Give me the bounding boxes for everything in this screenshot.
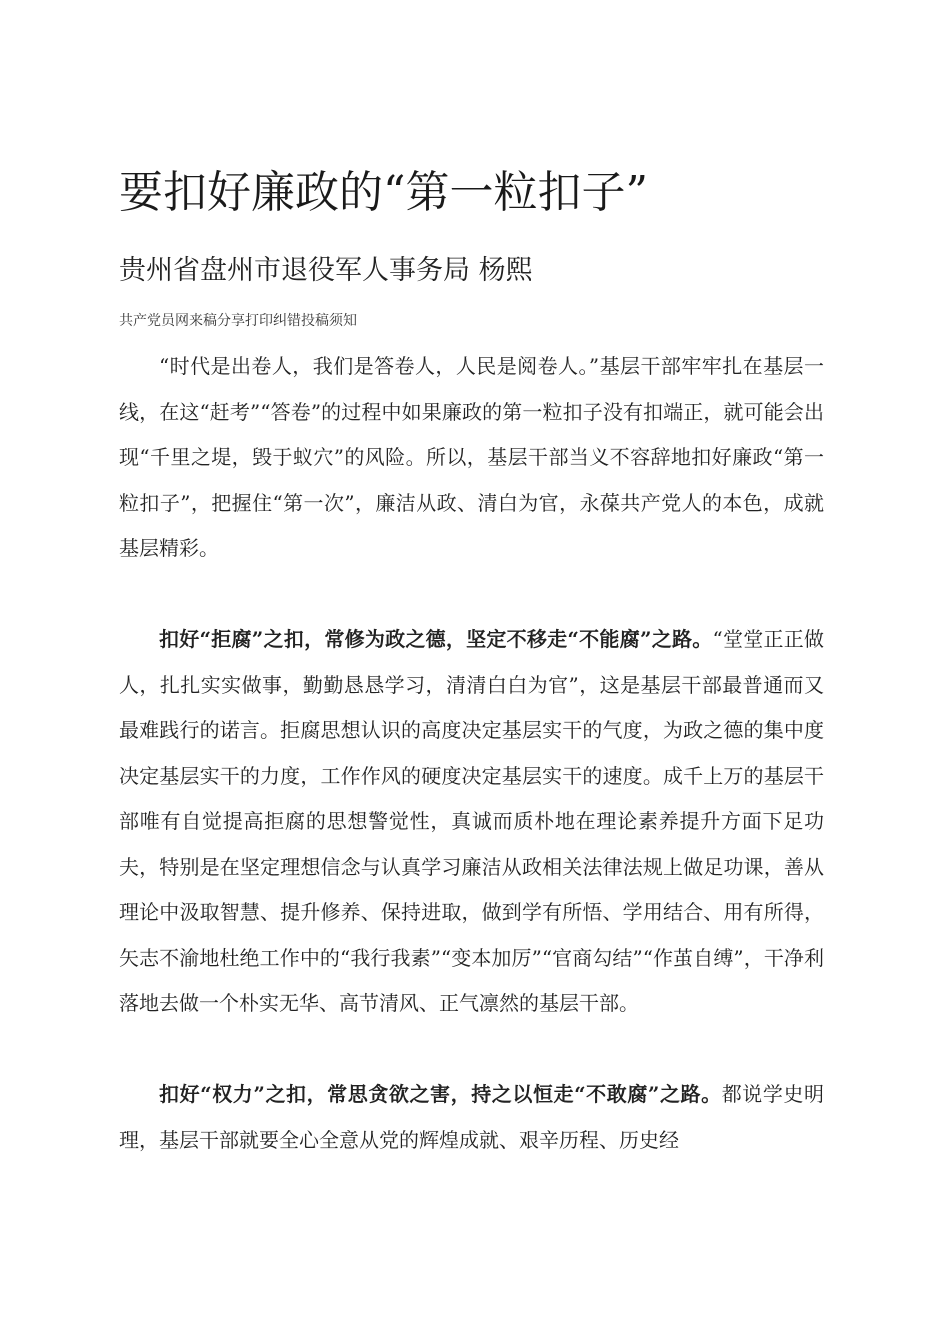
paragraph-2 [119, 617, 824, 1027]
paragraph-text: 都说学史明理，基层干部就要全心全意从党的辉煌成就、艰辛历程、历史经 [119, 1082, 825, 1152]
paragraph-text: “堂堂正正做人，扎扎实实做事，勤勤恳恳学习，清清白白为官”，这是基层干部最普通而又最难践行的诺言。拒腐思想认识的高度决定基层实干的气度，为政之德的集中度决定基层实干的力度，工作作风的硬度决定基层实干的速度。成千上万的基层干部唯有自觉提高拒腐的思想警觉性，真诚而质朴地在理论素养提升方面下足功夫，特别是在坚定理想信念与认真学习廉洁从政相关法律法规上做足功课，善从理论中汲取智慧、提升修养、保持进取，做到学有所悟、学用结合、用有所得，矢志不渝地杜绝工作中的“我行我素”“变本加厉”“官商勾结”“作茧自缚”，干净利落地去做一个朴实无华、高节清风、正气凛然的基层干部。 [119, 627, 824, 1015]
submission-notice-link[interactable]: 投稿须知 [301, 313, 357, 329]
source-label: 共产党员网来稿 [119, 313, 217, 329]
paragraph-text: “时代是出卷人，我们是答卷人，人民是阅卷人。”基层干部牢牢扎在基层一线，在这“赶考”“答卷”的过程中如果廉政的第一粒扣子没有扣端正，就可能会出现“千里之堤，毁于蚁穴”的风险。所以，基层干部当义不容辞地扣好廉政“第一粒扣子”，把握住“第一次”，廉洁从政、清白为官，永葆共产党人的本色，成就基层精彩。 [119, 354, 824, 560]
paragraph-lead: 扣好“权力”之扣，常思贪欲之害，持之以恒走“不敢腐”之路。 [159, 1082, 722, 1106]
article-author: 贵州省盘州市退役军人事务局 杨熙 [119, 255, 533, 286]
paragraph-lead: 扣好“拒腐”之扣，常修为政之德，坚定不移走“不能腐”之路。 [159, 627, 713, 651]
article-body [119, 344, 824, 1163]
print-link[interactable]: 打印 [245, 313, 273, 329]
share-link[interactable]: 分享 [217, 313, 245, 329]
paragraph-3 [119, 1072, 824, 1163]
article-title: 要扣好廉政的“第一粒扣子” [119, 167, 648, 218]
source-bar [119, 311, 357, 331]
paragraph-1 [119, 344, 824, 572]
correction-link[interactable]: 纠错 [273, 313, 301, 329]
